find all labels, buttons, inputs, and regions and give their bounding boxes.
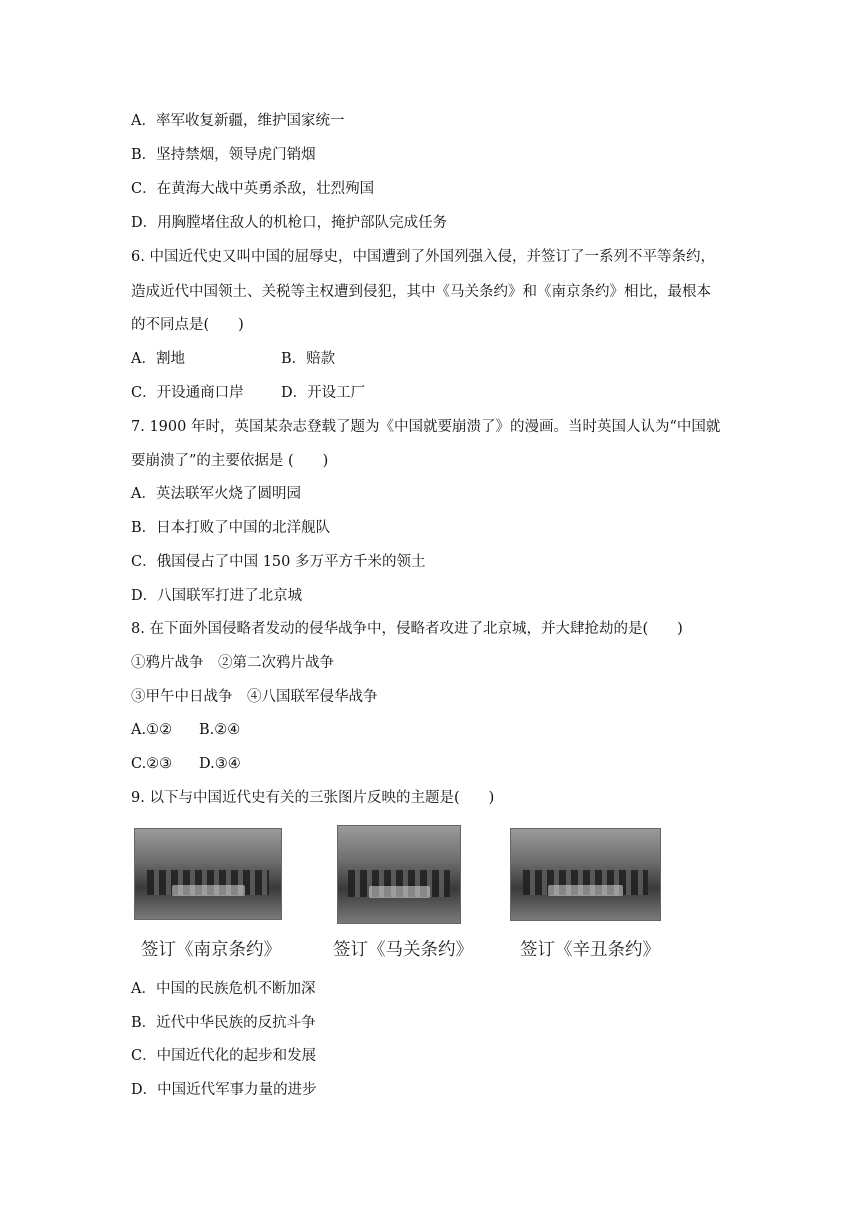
q6-option-d: D．开设工厂 — [281, 385, 366, 401]
q6-options-row-1 — [131, 349, 335, 369]
caption-shimonoseki-treaty: 签订《马关条约》 — [333, 940, 473, 960]
q6-stem-line-1: 6. 中国近代史又叫中国的屈辱史，中国遭到了外国列强入侵，并签订了一系列不平等条约， — [131, 249, 715, 265]
q8-items-line-1: ①鸦片战争 ②第二次鸦片战争 — [131, 655, 334, 671]
q8-items-line-2: ③甲午中日战争 ④八国联军侵华战争 — [131, 689, 378, 705]
q9-stem: 9. 以下与中国近代史有关的三张图片反映的主题是( ) — [131, 790, 495, 806]
boxer-protocol-photo — [510, 828, 661, 921]
q8-stem: 8. 在下面外国侵略者发动的侵华战争中，侵略者攻进了北京城，并大肆抢劫的是( ) — [131, 621, 683, 637]
q8-option-d: D.③④ — [199, 756, 241, 772]
q6-option-b: B．赔款 — [281, 351, 336, 367]
q7-stem-line-1: 7. 1900 年时，英国某杂志登载了题为《中国就要崩溃了》的漫画。当时英国人认为“中国就 — [131, 419, 721, 435]
q9-option-d: D．中国近代军事力量的进步 — [131, 1082, 317, 1098]
q6-stem-line-3: 的不同点是( ) — [131, 317, 244, 333]
q9-option-a: A．中国的民族危机不断加深 — [131, 981, 316, 997]
q7-option-b: B．日本打败了中国的北洋舰队 — [131, 520, 331, 536]
q6-stem-line-2: 造成近代中国领土、关税等主权遭到侵犯，其中《马关条约》和《南京条约》相比，最根本 — [131, 284, 711, 300]
q7-stem-line-2: 要崩溃了”的主要依据是 ( ) — [131, 453, 329, 469]
q7-option-d: D．八国联军打进了北京城 — [131, 588, 303, 604]
shimonoseki-treaty-photo — [337, 825, 461, 924]
q8-option-a: A.①② — [131, 722, 173, 738]
caption-boxer-protocol: 签订《辛丑条约》 — [520, 940, 660, 960]
q8-options-row-1 — [131, 720, 240, 740]
q6-option-c: C．开设通商口岸 — [131, 385, 244, 401]
q8-options-row-2 — [131, 754, 241, 774]
q6-option-a: A．割地 — [131, 351, 185, 367]
q5-option-b: B．坚持禁烟，领导虎门销烟 — [131, 147, 316, 163]
q7-option-c: C．俄国侵占了中国 150 多万平方千米的领土 — [131, 554, 426, 570]
q5-option-d: D．用胸膛堵住敌人的机枪口，掩护部队完成任务 — [131, 215, 448, 231]
q7-option-a: A．英法联军火烧了圆明园 — [131, 486, 301, 502]
q9-option-c: C．中国近代化的起步和发展 — [131, 1048, 317, 1064]
caption-nanjing-treaty: 签订《南京条约》 — [141, 940, 281, 960]
q5-option-a: A．率军收复新疆，维护国家统一 — [131, 113, 345, 129]
q8-option-b: B.②④ — [199, 722, 241, 738]
q5-option-c: C．在黄海大战中英勇杀敌，壮烈殉国 — [131, 181, 375, 197]
nanjing-treaty-photo — [134, 828, 282, 920]
q9-option-b: B．近代中华民族的反抗斗争 — [131, 1015, 316, 1031]
q8-option-c: C.②③ — [131, 756, 173, 772]
q6-options-row-2 — [131, 383, 365, 403]
